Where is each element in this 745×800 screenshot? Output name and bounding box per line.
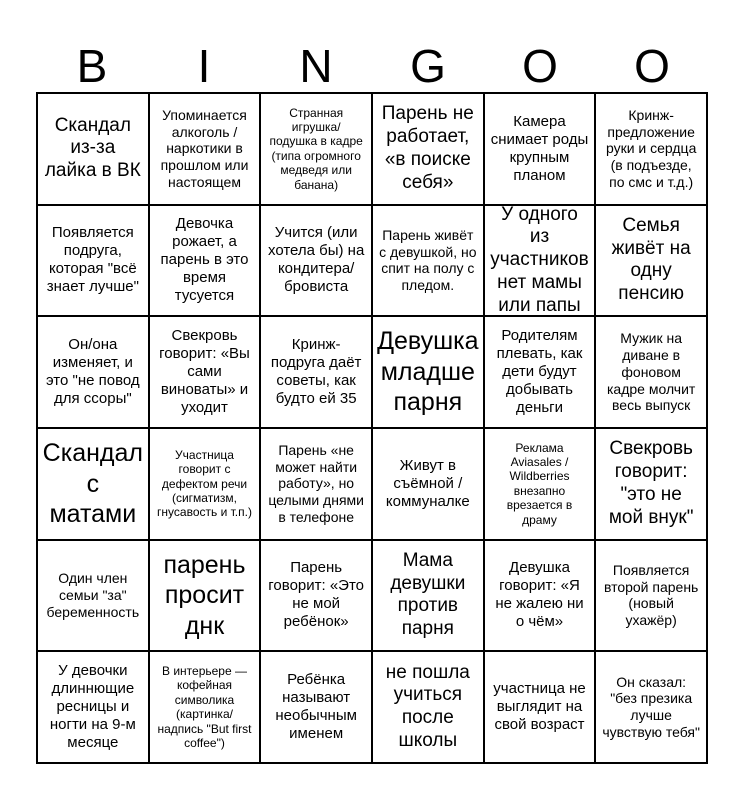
bingo-cell[interactable] xyxy=(484,205,596,317)
bingo-cell[interactable] xyxy=(372,651,484,763)
cell-text: Скандал из-за лайка в ВК xyxy=(44,114,141,182)
bingo-cell[interactable] xyxy=(37,93,149,205)
bingo-cell[interactable] xyxy=(260,93,372,205)
bingo-cell[interactable] xyxy=(595,93,707,205)
cell-text: Парень «не может найти работу», но целыми днями в телефоне xyxy=(268,441,364,526)
header-letter: B xyxy=(76,40,108,92)
cell-text: У девочки длиннющие ресницы и ногти на 9-м месяце xyxy=(49,662,136,752)
cell-text: Парень говорит: «Это не мой ребёнок» xyxy=(268,559,365,631)
cell-text: Камера снимает роды крупным планом xyxy=(490,112,589,184)
bingo-cell[interactable] xyxy=(260,651,372,763)
cell-text: Свекровь говорит: «Вы сами виноваты» и уходит xyxy=(159,327,250,417)
cell-text: Родителям плевать, как дети будут добывать деньги xyxy=(496,327,583,417)
header-letter: O xyxy=(634,40,670,92)
bingo-cell[interactable] xyxy=(149,93,261,205)
bingo-cell[interactable] xyxy=(260,316,372,428)
cell-text: Появляется второй парень (новый ухажёр) xyxy=(603,561,699,629)
header-letter: N xyxy=(299,40,333,92)
header-letter: I xyxy=(197,40,211,92)
bingo-cell[interactable] xyxy=(37,651,149,763)
bingo-cell[interactable] xyxy=(149,205,261,317)
bingo-cell[interactable] xyxy=(149,651,261,763)
cell-text: В интерьере — кофейная символика (картинка/ надпись "But first coffee") xyxy=(157,663,252,750)
bingo-cell[interactable] xyxy=(149,428,261,540)
cell-text: Мама девушки против парня xyxy=(390,549,466,640)
cell-text: Девушка младше парня xyxy=(377,327,479,417)
bingo-cell[interactable] xyxy=(372,428,484,540)
bingo-cell[interactable] xyxy=(484,540,596,652)
bingo-cell[interactable] xyxy=(372,316,484,428)
cell-text: Парень живёт с девушкой, но спит на полу с пледом. xyxy=(379,226,477,294)
cell-text: Парень не работает, «в поиске себя» xyxy=(381,103,474,193)
bingo-cell[interactable] xyxy=(37,316,149,428)
cell-text: У одного из участников нет мамы или папы xyxy=(490,204,589,316)
bingo-cell[interactable] xyxy=(149,316,261,428)
bingo-grid xyxy=(36,92,708,764)
cell-text: Кринж-подруга даёт советы, как будто ей 35 xyxy=(270,336,362,408)
cell-text: Учится (или хотела бы) на кондитера/ бровиста xyxy=(267,224,365,296)
bingo-cell[interactable] xyxy=(260,428,372,540)
bingo-cell[interactable] xyxy=(484,428,596,540)
cell-text: участница не выглядит на свой возраст xyxy=(493,680,586,734)
cell-text: Участница говорит с дефектом речи (сигматизм, гнусавость и т.п.) xyxy=(157,447,252,520)
cell-text: парень просит днк xyxy=(163,550,246,640)
bingo-cell[interactable] xyxy=(595,651,707,763)
bingo-cell[interactable] xyxy=(595,540,707,652)
bingo-cell[interactable] xyxy=(260,205,372,317)
bingo-cell[interactable] xyxy=(484,93,596,205)
cell-text: Появляется подруга, которая "всё знает лучше" xyxy=(46,224,139,296)
cell-text: Один член семьи "за" беременность xyxy=(46,570,140,620)
cell-text: Свекровь говорит: "это не мой внук" xyxy=(608,438,694,528)
bingo-cell[interactable] xyxy=(484,651,596,763)
bingo-cell[interactable] xyxy=(595,316,707,428)
bingo-cell[interactable] xyxy=(595,205,707,317)
cell-text: Мужик на диване в фоновом кадре молчит весь выпуск xyxy=(606,330,696,414)
header-letter: G xyxy=(410,40,446,92)
cell-text: Кринж-предложение руки и сердца (в подъезде, по смс и т.д.) xyxy=(605,106,697,191)
cell-text: Он/она изменяет, и это "не повод для ссоры" xyxy=(45,336,140,408)
cell-text: Скандал с матами xyxy=(42,439,143,529)
bingo-cell[interactable] xyxy=(37,540,149,652)
cell-text: не пошла учиться после школы xyxy=(385,661,470,751)
bingo-cell[interactable] xyxy=(484,316,596,428)
cell-text: Живут в съёмной / коммуналке xyxy=(385,456,470,510)
bingo-cell[interactable] xyxy=(372,205,484,317)
bingo-cell[interactable] xyxy=(372,93,484,205)
cell-text: Странная игрушка/ подушка в кадре (типа огромного медведя или банана) xyxy=(269,105,363,192)
cell-text: Он сказал: "без презика лучше чувствую тебя" xyxy=(602,673,700,740)
bingo-header xyxy=(36,38,708,94)
bingo-cell[interactable] xyxy=(595,428,707,540)
cell-text: Упоминается алкоголь / наркотики в прошлом или настоящем xyxy=(160,106,249,191)
cell-text: Девочка рожает, а парень в это время тусуется xyxy=(160,215,249,305)
bingo-cell[interactable] xyxy=(37,205,149,317)
cell-text: Ребёнка называют необычным именем xyxy=(275,671,357,743)
cell-text: Семья живёт на одну пенсию xyxy=(611,214,691,305)
cell-text: Реклама Aviasales / Wildberries внезапно врезается в драму xyxy=(506,440,573,527)
bingo-cell[interactable] xyxy=(372,540,484,652)
header-letter: O xyxy=(522,40,558,92)
bingo-cell[interactable] xyxy=(149,540,261,652)
cell-text: Девушка говорит: «Я не жалею ни о чём» xyxy=(495,559,584,631)
bingo-cell[interactable] xyxy=(260,540,372,652)
bingo-cell[interactable] xyxy=(37,428,149,540)
